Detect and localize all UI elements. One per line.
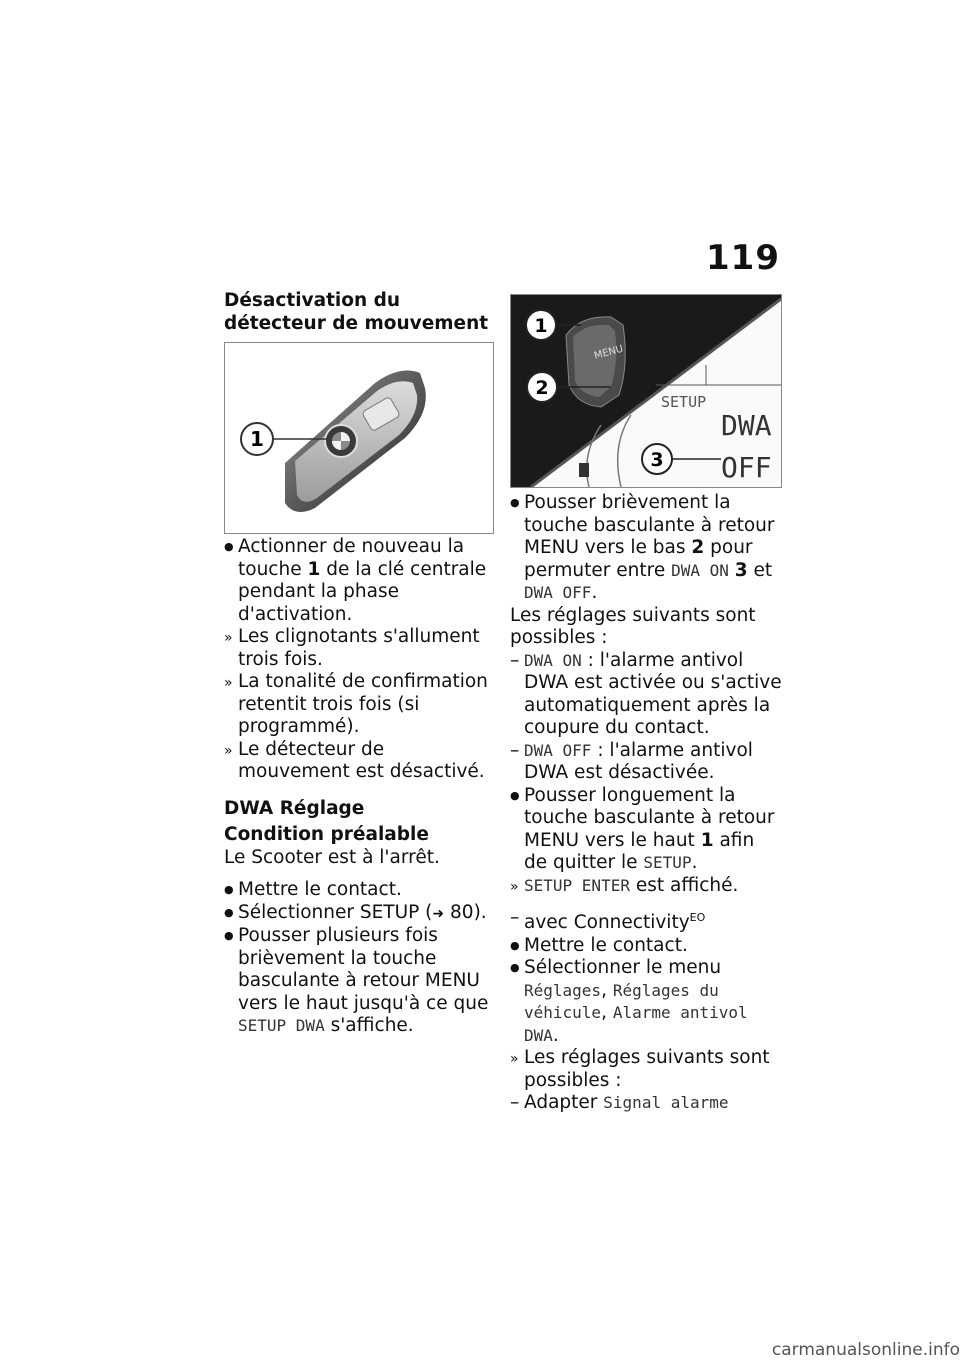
step-text: ).	[473, 901, 487, 923]
step-text: ,	[601, 1002, 613, 1024]
display-text: SETUP	[643, 853, 692, 872]
display-text: Signal alarme	[603, 1093, 729, 1113]
result-detecteur	[224, 739, 494, 784]
step-text: Sélectionner le menu	[524, 957, 722, 979]
display-text: Réglages	[524, 980, 602, 1000]
bullet-icon	[510, 935, 524, 960]
result-arrow-icon	[224, 739, 238, 763]
result-clignotants	[224, 626, 494, 671]
figure-label-1: 1	[250, 427, 264, 451]
dash-icon	[510, 740, 524, 763]
option-dwa-on	[510, 650, 782, 740]
option-text: Adapter	[524, 1092, 604, 1114]
display-text: DWA OFF	[524, 583, 592, 602]
option-signal-alarme	[510, 1092, 782, 1115]
left-column-body	[224, 536, 494, 1038]
key-fob-illustration	[225, 343, 493, 533]
fuel-icon	[579, 463, 589, 477]
condition-text: avec Connectivity	[524, 912, 690, 934]
step-text: ,	[601, 979, 613, 1001]
condition-text: Le Scooter est à l'arrêt.	[224, 846, 440, 868]
step-text: Sélectionner SETUP (	[238, 901, 433, 923]
menu-button-label: MENU	[592, 343, 625, 362]
dash-icon	[510, 907, 524, 930]
display-off: OFF	[721, 451, 772, 484]
step-text: .	[552, 1024, 559, 1046]
step-text: de la clé centrale pendant la phase d'activation.	[238, 558, 487, 625]
page-number: 119	[706, 238, 780, 278]
result-arrow-icon	[224, 671, 238, 695]
page-reference[interactable]: 80	[450, 901, 474, 923]
step-text: et	[747, 559, 773, 581]
result-text: Le détecteur de mouvement est désactivé.	[238, 738, 485, 782]
page-reference-arrow-icon[interactable]: ➜	[432, 905, 445, 922]
display-text: DWA OFF	[524, 740, 592, 760]
bullet-icon	[224, 902, 238, 927]
step-text: pour permuter entre	[524, 537, 753, 581]
option-code: EO	[689, 911, 706, 924]
right-column	[510, 492, 782, 1115]
step-actionner	[224, 536, 494, 626]
bullet-icon	[224, 925, 238, 950]
bullet-icon	[510, 492, 524, 517]
left-column	[224, 290, 494, 335]
step-pousser	[224, 925, 494, 1038]
result-reglages	[510, 1047, 782, 1092]
bullet-icon	[224, 536, 238, 561]
step-ref-number: 2	[691, 537, 705, 558]
bullet-icon	[224, 879, 238, 904]
display-text: SETUP DWA	[238, 1016, 325, 1035]
result-arrow-icon	[510, 1047, 524, 1071]
result-text: Les réglages suivants sont possibles :	[524, 1047, 770, 1091]
step-text: Pousser brièvement la touche basculante à retour MENU vers le bas	[524, 492, 775, 558]
step-text: Mettre le contact.	[524, 934, 688, 956]
condition-heading: Condition préalable	[224, 824, 429, 845]
display-text: Réglages du véhicule	[524, 980, 719, 1023]
step-setup	[224, 902, 494, 926]
step-ref-number: 3	[734, 559, 748, 581]
step-pousser-bas	[510, 492, 782, 605]
display-text: Alarme antivol DWA	[524, 1003, 748, 1045]
bullet-icon	[510, 957, 524, 982]
option-text: : l'alarme antivol DWA est activée ou s'active automatiquement après la coupure du contact.	[524, 649, 782, 738]
result-text: est affiché.	[629, 874, 739, 896]
step-text: Mettre le contact.	[238, 879, 402, 900]
result-text: Les clignotants s'allument trois fois.	[238, 626, 480, 670]
step-contact-2	[510, 935, 782, 958]
step-text: Actionner de nouveau la touche	[238, 536, 465, 580]
display-setup: SETUP	[661, 393, 707, 411]
step-selectionner-menu	[510, 957, 782, 1047]
dashboard-figure	[510, 294, 782, 488]
condition-connectivity	[510, 907, 782, 935]
result-setup-enter	[510, 875, 782, 898]
result-arrow-icon	[224, 626, 238, 650]
result-text: La tonalité de confirmation retentit trois fois (si programmé).	[238, 671, 488, 737]
result-tonalite	[224, 671, 494, 739]
step-text: .	[591, 582, 598, 603]
watermark: carmanualsonline.info	[771, 1340, 960, 1360]
figure-label-2: 2	[535, 377, 549, 399]
result-arrow-icon	[510, 875, 524, 899]
section-title: Désactivation du détecteur de mouvement	[224, 290, 489, 334]
step-ref-number: 1	[700, 829, 714, 851]
step-pousser-longuement	[510, 785, 782, 875]
option-dwa-off	[510, 740, 782, 785]
step-text: s'affiche.	[324, 1015, 414, 1036]
figure-label-3: 3	[650, 449, 664, 471]
step-contact	[224, 879, 494, 902]
figure-label-1: 1	[534, 315, 548, 337]
step-text: .	[691, 852, 698, 873]
dash-icon	[510, 1092, 524, 1115]
dwa-heading: DWA Réglage	[224, 797, 365, 819]
display-text: DWA ON	[524, 650, 582, 670]
step-text: Pousser plusieurs fois brièvement la touche basculante à retour MENU vers le haut jusqu'à ce que	[238, 925, 489, 1014]
step-text: Pousser longuement la touche basculante à retour MENU vers le haut	[524, 784, 775, 851]
display-dwa: DWA	[721, 409, 772, 442]
dash-icon	[510, 650, 524, 673]
bullet-icon	[510, 785, 524, 810]
display-text: SETUP ENTER	[524, 875, 630, 895]
settings-intro: Les réglages suivants sont possibles :	[510, 604, 756, 648]
dashboard-illustration	[511, 295, 781, 487]
option-text: : l'alarme antivol DWA est désactivée.	[524, 739, 753, 783]
display-text: DWA ON	[671, 560, 729, 580]
step-ref-number: 1	[307, 558, 321, 580]
key-fob-figure	[224, 342, 494, 534]
step-text: afin de quitter le	[524, 829, 755, 873]
